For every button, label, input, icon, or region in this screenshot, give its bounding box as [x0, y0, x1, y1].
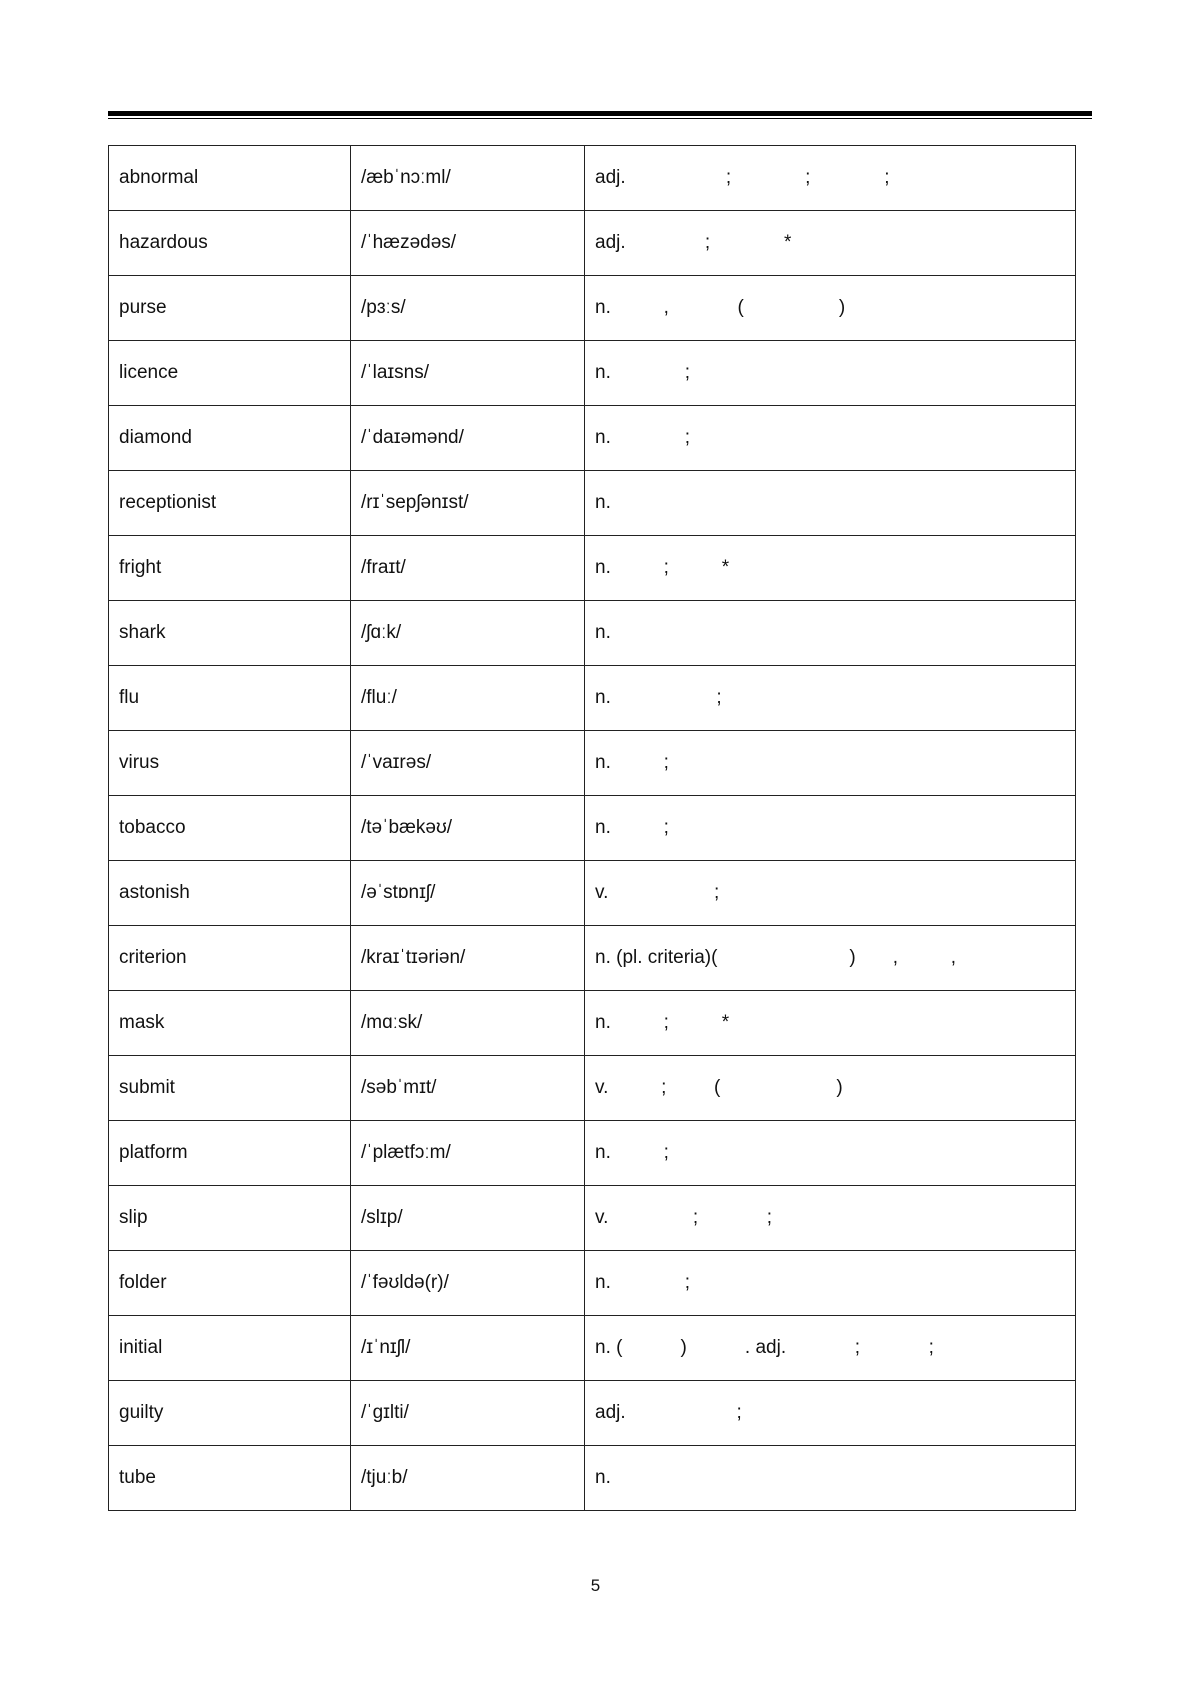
phonetic-cell: /ʃɑːk/ — [351, 601, 585, 666]
vocabulary-row — [109, 1121, 1076, 1186]
phonetic-cell: /əˈstɒnɪʃ/ — [351, 861, 585, 926]
vocabulary-row — [109, 146, 1076, 211]
vocabulary-row — [109, 1251, 1076, 1316]
vocabulary-table-body — [109, 146, 1076, 1511]
vocabulary-row — [109, 1381, 1076, 1446]
word-cell: submit — [109, 1056, 351, 1121]
vocabulary-row — [109, 536, 1076, 601]
phonetic-cell: /ˈɡɪlti/ — [351, 1381, 585, 1446]
vocabulary-row — [109, 926, 1076, 991]
definition-cell: n. ; — [585, 666, 1076, 731]
vocabulary-row — [109, 991, 1076, 1056]
vocabulary-row — [109, 861, 1076, 926]
definition-cell: n. ; — [585, 1251, 1076, 1316]
word-cell: tobacco — [109, 796, 351, 861]
vocabulary-table — [108, 145, 1076, 1511]
vocabulary-row — [109, 341, 1076, 406]
vocabulary-row — [109, 1056, 1076, 1121]
definition-cell: adj. ; * — [585, 211, 1076, 276]
word-cell: licence — [109, 341, 351, 406]
phonetic-cell: /pɜːs/ — [351, 276, 585, 341]
definition-cell: n. ; * — [585, 991, 1076, 1056]
definition-cell: n. ; * — [585, 536, 1076, 601]
definition-cell: n. — [585, 601, 1076, 666]
phonetic-cell: /slɪp/ — [351, 1186, 585, 1251]
phonetic-cell: /kraɪˈtɪəriən/ — [351, 926, 585, 991]
word-cell: shark — [109, 601, 351, 666]
word-cell: hazardous — [109, 211, 351, 276]
phonetic-cell: /ɪˈnɪʃl/ — [351, 1316, 585, 1381]
vocabulary-row — [109, 471, 1076, 536]
vocabulary-row — [109, 276, 1076, 341]
word-cell: fright — [109, 536, 351, 601]
phonetic-cell: /tjuːb/ — [351, 1446, 585, 1511]
vocabulary-row — [109, 211, 1076, 276]
phonetic-cell: /fraɪt/ — [351, 536, 585, 601]
vocabulary-row — [109, 1316, 1076, 1381]
vocabulary-row — [109, 1186, 1076, 1251]
phonetic-cell: /æbˈnɔːml/ — [351, 146, 585, 211]
word-cell: mask — [109, 991, 351, 1056]
definition-cell: v. ; — [585, 861, 1076, 926]
word-cell: abnormal — [109, 146, 351, 211]
vocabulary-row — [109, 1446, 1076, 1511]
definition-cell: n. , ( ) — [585, 276, 1076, 341]
vocabulary-row — [109, 731, 1076, 796]
definition-cell: v. ; ( ) — [585, 1056, 1076, 1121]
word-cell: receptionist — [109, 471, 351, 536]
definition-cell: n. ; — [585, 341, 1076, 406]
definition-cell: v. ; ; — [585, 1186, 1076, 1251]
word-cell: folder — [109, 1251, 351, 1316]
word-cell: platform — [109, 1121, 351, 1186]
phonetic-cell: /səbˈmɪt/ — [351, 1056, 585, 1121]
phonetic-cell: /fluː/ — [351, 666, 585, 731]
word-cell: criterion — [109, 926, 351, 991]
definition-cell: n. — [585, 1446, 1076, 1511]
word-cell: purse — [109, 276, 351, 341]
word-cell: flu — [109, 666, 351, 731]
definition-cell: n. — [585, 471, 1076, 536]
word-cell: virus — [109, 731, 351, 796]
definition-cell: n. ( ) . adj. ; ; — [585, 1316, 1076, 1381]
definition-cell: adj. ; — [585, 1381, 1076, 1446]
phonetic-cell: /ˈdaɪəmənd/ — [351, 406, 585, 471]
vocabulary-row — [109, 666, 1076, 731]
phonetic-cell: /ˈplætfɔːm/ — [351, 1121, 585, 1186]
page-number: 5 — [590, 1576, 601, 1595]
header-rule-thin — [108, 118, 1092, 119]
definition-cell: n. ; — [585, 731, 1076, 796]
phonetic-cell: /ˈvaɪrəs/ — [351, 731, 585, 796]
definition-cell: n. (pl. criteria)( ) , , — [585, 926, 1076, 991]
phonetic-cell: /mɑːsk/ — [351, 991, 585, 1056]
word-cell: initial — [109, 1316, 351, 1381]
word-cell: slip — [109, 1186, 351, 1251]
phonetic-cell: /ˈfəʊldə(r)/ — [351, 1251, 585, 1316]
vocabulary-row — [109, 796, 1076, 861]
definition-cell: n. ; — [585, 796, 1076, 861]
phonetic-cell: /rɪˈsepʃənɪst/ — [351, 471, 585, 536]
phonetic-cell: /ˈlaɪsns/ — [351, 341, 585, 406]
word-cell: diamond — [109, 406, 351, 471]
phonetic-cell: /ˈhæzədəs/ — [351, 211, 585, 276]
word-cell: astonish — [109, 861, 351, 926]
definition-cell: n. ; — [585, 406, 1076, 471]
phonetic-cell: /təˈbækəʊ/ — [351, 796, 585, 861]
header-rule — [108, 111, 1092, 119]
vocabulary-row — [109, 601, 1076, 666]
vocabulary-row — [109, 406, 1076, 471]
definition-cell: n. ; — [585, 1121, 1076, 1186]
word-cell: tube — [109, 1446, 351, 1511]
word-cell: guilty — [109, 1381, 351, 1446]
definition-cell: adj. ; ; ; — [585, 146, 1076, 211]
